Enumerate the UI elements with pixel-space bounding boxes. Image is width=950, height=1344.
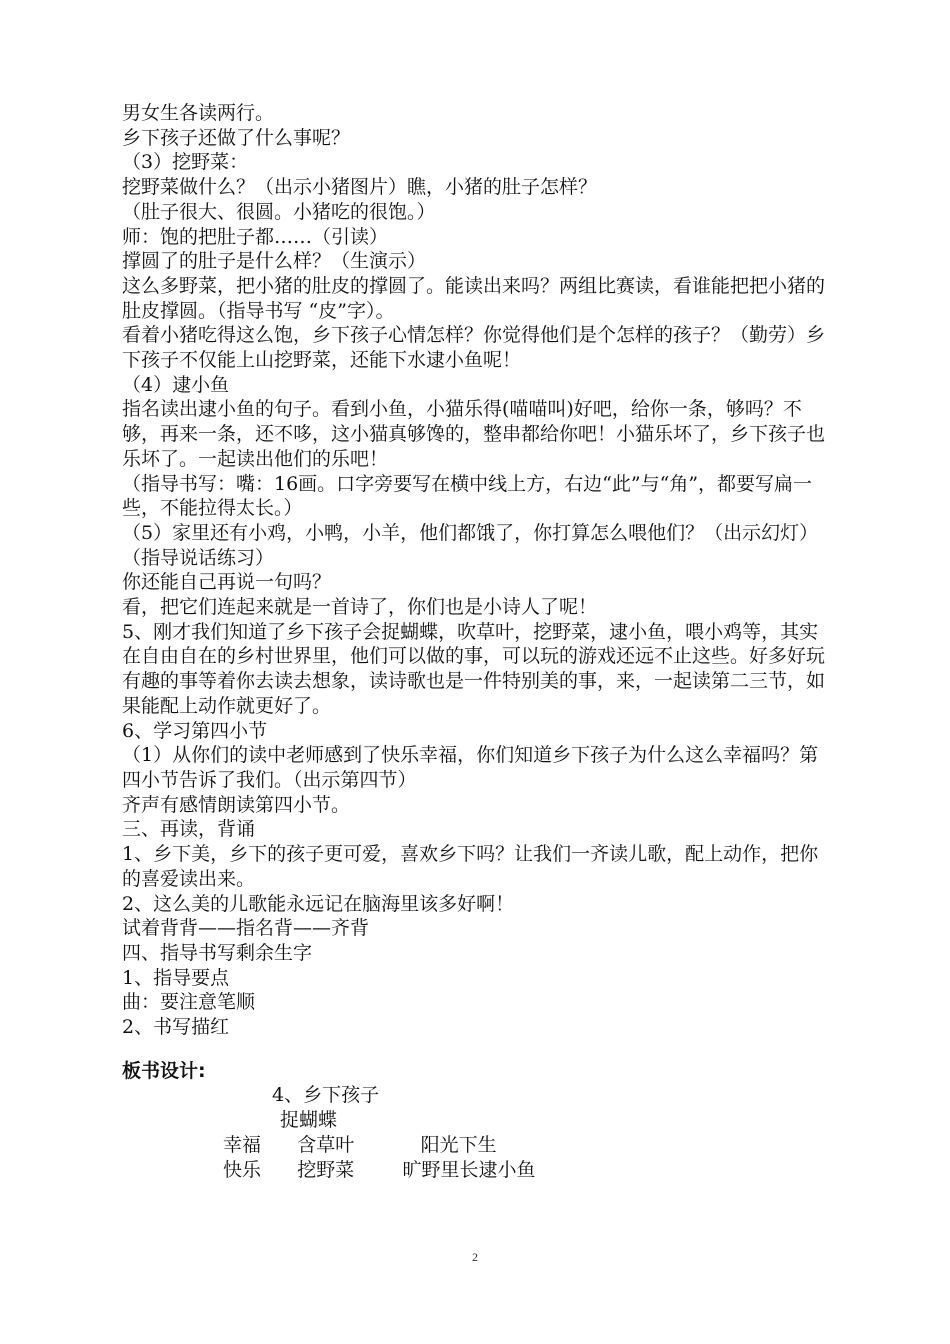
paragraph: （1）从你们的读中老师感到了快乐幸福，你们知道乡下孩子为什么这么幸福吗？第四小节告诉了我们。（出示第四节） bbox=[122, 744, 819, 791]
paragraph: （肚子很大、很圆。小猪吃的很饱。） bbox=[122, 200, 436, 223]
paragraph: 看，把它们连起来就是一首诗了，你们也是小诗人了呢！ bbox=[122, 596, 598, 619]
paragraph: 齐声有感情朗读第四小节。 bbox=[122, 793, 351, 816]
paragraph: 男女生各读两行。 bbox=[122, 102, 275, 124]
paragraph: 看着小猪吃得这么饱，乡下孩子心情怎样？你觉得他们是个怎样的孩子？（勤劳）乡下孩子不仅能上山挖野菜，还能下水逮小鱼呢！ bbox=[122, 324, 826, 372]
board-heading: 4、乡下孩子 bbox=[272, 1084, 380, 1107]
paragraph: 这么多野菜，把小猪的肚皮的撑圆了。能读出来吗？两组比赛读，看谁能把把小猪的肚皮撑圆。（指导书写 “皮”字）。 bbox=[122, 274, 826, 322]
paragraph: 四、指导书写剩余生字 bbox=[122, 941, 313, 964]
board-line: 幸福 含草叶 阳光下生 bbox=[223, 1133, 497, 1156]
paragraph: （3）挖野菜： bbox=[122, 151, 249, 174]
paragraph: 师：饱的把肚子都……（引读） bbox=[122, 225, 389, 248]
document-body bbox=[122, 101, 832, 1182]
paragraph: （指导书写：嘴：16画。口字旁要写在横中线上方，右边“此”与“角”，都要写扁一些，不能拉得太长。） bbox=[122, 472, 813, 520]
paragraph: 乡下孩子还做了什么事呢？ bbox=[122, 126, 351, 149]
board-line: 快乐 挖野菜 旷野里长逮小鱼 bbox=[223, 1158, 536, 1181]
paragraph: 2、这么美的儿歌能永远记在脑海里该多好啊！ bbox=[122, 892, 515, 915]
paragraph: 1、乡下美，乡下的孩子更可爱，喜欢乡下吗？让我们一齐读儿歌，配上动作，把你的喜爱读出来。 bbox=[122, 843, 819, 890]
paragraph: 试着背背——指名背——齐背 bbox=[122, 917, 370, 940]
paragraph: 指名读出逮小鱼的句子。看到小鱼，小猫乐得(喵喵叫)好吧，给你一条，够吗？不够，再来一条，还不哆，这小猫真够馋的，整串都给你吧！小猫乐坏了，乡下孩子也乐坏了。一起读出他们的乐吧！ bbox=[122, 398, 826, 470]
board-design-title: 板书设计: bbox=[122, 1059, 206, 1082]
paragraph: 挖野菜做什么？（出示小猪图片）瞧，小猪的肚子怎样？ bbox=[122, 176, 598, 199]
paragraph: 5、刚才我们知道了乡下孩子会捉蝴蝶，吹草叶，挖野菜，逮小鱼，喂小鸡等，其实在自由自在的乡村世界里，他们可以做的事，可以玩的游戏还远不止这些。好多好玩有趣的事等着你去读去想象，读诗歌也是一件特别美的事，来，一起读第二三节，如果能配上动作就更好了。 bbox=[122, 620, 826, 717]
board-line: 捉蝴蝶 bbox=[280, 1109, 338, 1132]
paragraph: （指导说话练习） bbox=[122, 546, 275, 569]
paragraph: 6、学习第四小节 bbox=[122, 719, 268, 742]
paragraph: 曲：要注意笔顺 bbox=[122, 991, 256, 1014]
paragraph: （4）逮小鱼 bbox=[122, 373, 230, 396]
paragraph: 三、再读，背诵 bbox=[122, 818, 256, 841]
paragraph: 你还能自己再说一句吗？ bbox=[122, 571, 332, 594]
paragraph: 撑圆了的肚子是什么样？（生演示） bbox=[122, 250, 427, 273]
paragraph: 1、指导要点 bbox=[122, 966, 230, 989]
page-number: 2 bbox=[472, 1250, 478, 1264]
paragraph: （5）家里还有小鸡，小鸭，小羊，他们都饿了，你打算怎么喂他们？（出示幻灯） bbox=[122, 521, 819, 544]
paragraph: 2、书写描红 bbox=[122, 1016, 230, 1039]
